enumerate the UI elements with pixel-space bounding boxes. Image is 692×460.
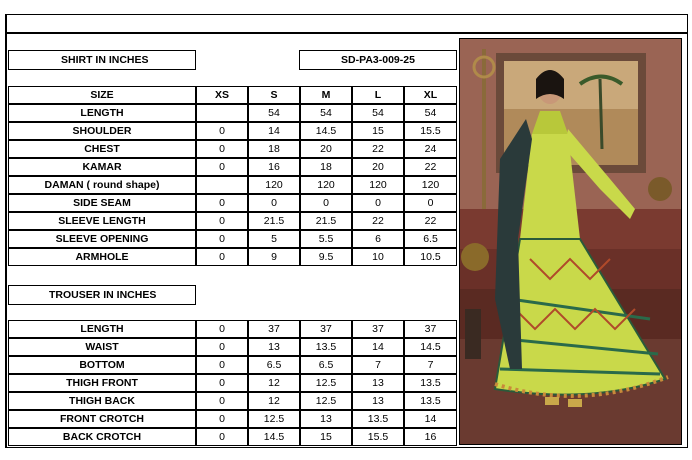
- measurement-value: 6: [352, 230, 404, 248]
- measurement-value: 120: [352, 176, 404, 194]
- trouser-section-title: TROUSER IN INCHES: [8, 285, 196, 305]
- header-rule: [5, 32, 688, 34]
- measurement-value: 22: [404, 212, 457, 230]
- measurement-label: SIDE SEAM: [8, 194, 196, 212]
- measurement-value: 18: [300, 158, 352, 176]
- measurement-value: 13: [300, 410, 352, 428]
- measurement-value: 120: [248, 176, 300, 194]
- measurement-value: 0: [196, 140, 248, 158]
- measurement-value: 7: [404, 356, 457, 374]
- measurement-value: 0: [196, 212, 248, 230]
- measurement-value: 18: [248, 140, 300, 158]
- measurement-label: FRONT CROTCH: [8, 410, 196, 428]
- measurement-value: 7: [352, 356, 404, 374]
- measurement-value: 20: [352, 158, 404, 176]
- column-header: XL: [404, 86, 457, 104]
- measurement-value: 21.5: [248, 212, 300, 230]
- measurement-value: 37: [404, 320, 457, 338]
- measurement-label: BOTTOM: [8, 356, 196, 374]
- measurement-label: CHEST: [8, 140, 196, 158]
- column-header: L: [352, 86, 404, 104]
- shirt-section-title: SHIRT IN INCHES: [8, 50, 196, 70]
- measurement-value: 16: [248, 158, 300, 176]
- column-header: S: [248, 86, 300, 104]
- measurement-label: LENGTH: [8, 320, 196, 338]
- measurement-value: 15: [300, 428, 352, 446]
- measurement-value: 14: [248, 122, 300, 140]
- measurement-value: 9.5: [300, 248, 352, 266]
- measurement-value: 13.5: [300, 338, 352, 356]
- measurement-value: 0: [196, 356, 248, 374]
- measurement-value: 21.5: [300, 212, 352, 230]
- measurement-value: 24: [404, 140, 457, 158]
- measurement-value: 13: [248, 338, 300, 356]
- measurement-value: 0: [196, 392, 248, 410]
- measurement-value: 54: [300, 104, 352, 122]
- measurement-value: 37: [300, 320, 352, 338]
- measurement-value: 13.5: [352, 410, 404, 428]
- measurement-value: 6.5: [248, 356, 300, 374]
- measurement-value: 22: [352, 212, 404, 230]
- measurement-value: 0: [196, 320, 248, 338]
- measurement-value: 5: [248, 230, 300, 248]
- measurement-value: 5.5: [300, 230, 352, 248]
- measurement-value: 10.5: [404, 248, 457, 266]
- measurement-value: 12.5: [300, 392, 352, 410]
- measurement-value: 0: [196, 194, 248, 212]
- measurement-value: 0: [196, 158, 248, 176]
- measurement-value: 54: [352, 104, 404, 122]
- measurement-value: 12.5: [300, 374, 352, 392]
- column-header: M: [300, 86, 352, 104]
- measurement-value: 6.5: [300, 356, 352, 374]
- measurement-label: THIGH FRONT: [8, 374, 196, 392]
- measurement-value: 14.5: [248, 428, 300, 446]
- measurement-value: 37: [352, 320, 404, 338]
- measurement-value: 12: [248, 374, 300, 392]
- product-code: SD-PA3-009-25: [299, 50, 457, 70]
- measurement-value: 13: [352, 374, 404, 392]
- measurement-value: 14: [404, 410, 457, 428]
- measurement-value: [196, 176, 248, 194]
- product-photo: [459, 38, 682, 445]
- measurement-value: 54: [248, 104, 300, 122]
- measurement-value: 54: [404, 104, 457, 122]
- measurement-value: 0: [196, 410, 248, 428]
- column-header: SIZE: [8, 86, 196, 104]
- measurement-value: 0: [404, 194, 457, 212]
- measurement-value: [196, 104, 248, 122]
- measurement-value: 10: [352, 248, 404, 266]
- measurement-value: 0: [196, 428, 248, 446]
- measurement-value: 13.5: [404, 374, 457, 392]
- measurement-label: THIGH BACK: [8, 392, 196, 410]
- measurement-value: 120: [404, 176, 457, 194]
- measurement-label: LENGTH: [8, 104, 196, 122]
- measurement-label: ARMHOLE: [8, 248, 196, 266]
- column-header: XS: [196, 86, 248, 104]
- measurement-value: 12: [248, 392, 300, 410]
- measurement-label: SHOULDER: [8, 122, 196, 140]
- measurement-value: 37: [248, 320, 300, 338]
- measurement-value: 15.5: [404, 122, 457, 140]
- measurement-label: KAMAR: [8, 158, 196, 176]
- measurement-value: 120: [300, 176, 352, 194]
- measurement-value: 0: [196, 338, 248, 356]
- measurement-value: 22: [404, 158, 457, 176]
- left-rule: [5, 14, 7, 448]
- measurement-value: 14: [352, 338, 404, 356]
- measurement-value: 15.5: [352, 428, 404, 446]
- measurement-label: WAIST: [8, 338, 196, 356]
- measurement-value: 20: [300, 140, 352, 158]
- measurement-value: 0: [300, 194, 352, 212]
- measurement-label: SLEEVE OPENING: [8, 230, 196, 248]
- measurement-value: 22: [352, 140, 404, 158]
- measurement-value: 16: [404, 428, 457, 446]
- measurement-value: 6.5: [404, 230, 457, 248]
- measurement-value: 0: [196, 230, 248, 248]
- model-illustration: [460, 39, 682, 445]
- measurement-value: 14.5: [300, 122, 352, 140]
- measurement-value: 14.5: [404, 338, 457, 356]
- measurement-value: 0: [196, 122, 248, 140]
- measurement-label: BACK CROTCH: [8, 428, 196, 446]
- measurement-value: 13.5: [404, 392, 457, 410]
- measurement-value: 9: [248, 248, 300, 266]
- measurement-label: SLEEVE LENGTH: [8, 212, 196, 230]
- measurement-label: DAMAN ( round shape): [8, 176, 196, 194]
- measurement-value: 0: [248, 194, 300, 212]
- measurement-value: 0: [196, 374, 248, 392]
- measurement-value: 15: [352, 122, 404, 140]
- measurement-value: 12.5: [248, 410, 300, 428]
- measurement-value: 0: [352, 194, 404, 212]
- measurement-value: 0: [196, 248, 248, 266]
- measurement-value: 13: [352, 392, 404, 410]
